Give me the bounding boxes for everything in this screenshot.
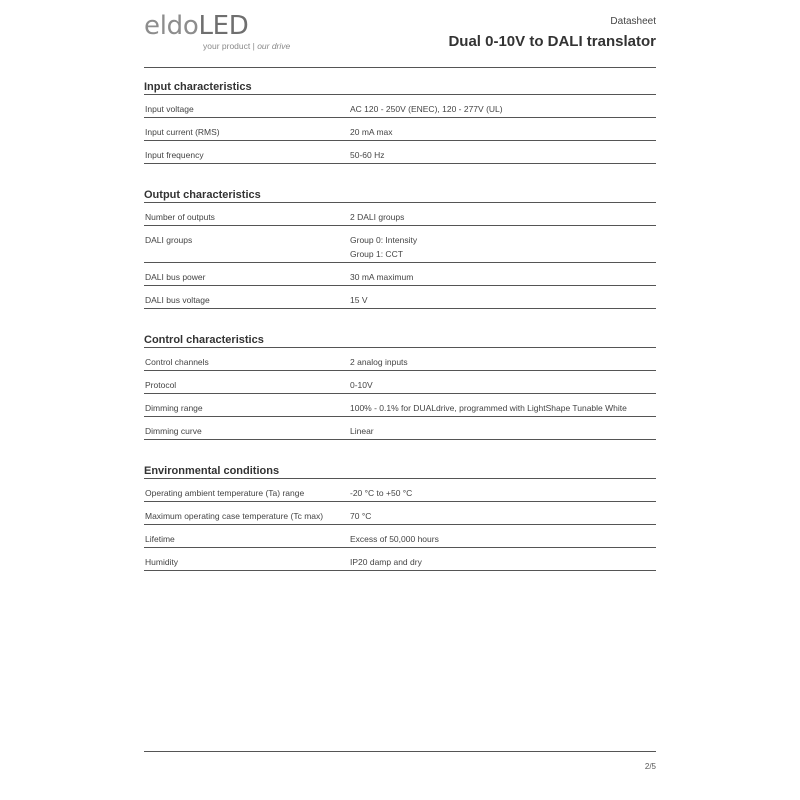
logo-part-led: LED [198,11,249,41]
section-output-characteristics [144,188,656,309]
table-row [144,95,656,118]
row-label: DALI bus power [145,272,206,282]
row-value-line: Group 1: CCT [350,249,403,259]
row-value: 70 °C [350,511,372,521]
row-value: Excess of 50,000 hours [350,534,439,544]
page-header [144,0,656,70]
table-row [144,479,656,502]
table-row [144,525,656,548]
row-value: 0-10V [350,380,373,390]
spec-table [144,347,656,440]
table-row [144,348,656,371]
spec-table [144,94,656,164]
row-value: 15 V [350,295,368,305]
section-title: Input characteristics [144,81,252,93]
row-label: Dimming range [145,403,203,413]
section-title: Control characteristics [144,334,264,346]
table-row [144,118,656,141]
row-value [350,226,656,262]
row-value: 30 mA maximum [350,272,414,282]
table-row [144,141,656,164]
row-label: Operating ambient temperature (Ta) range [145,488,305,498]
row-value: 2 analog inputs [350,357,408,367]
row-label: DALI groups [145,235,193,245]
table-row [144,203,656,226]
section-input-characteristics [144,80,656,164]
spec-sections [144,68,656,571]
section-control-characteristics [144,333,656,440]
eldoled-logo [144,11,248,41]
row-label: Dimming curve [145,426,202,436]
row-value-line: Group 0: Intensity [350,235,418,245]
row-label: Input current (RMS) [145,127,220,137]
row-label: Input voltage [145,104,194,114]
logo-tagline [203,41,290,51]
spec-table [144,202,656,309]
row-value: AC 120 - 250V (ENEC), 120 - 277V (UL) [350,104,503,114]
row-value: IP20 damp and dry [350,557,422,567]
section-title: Environmental conditions [144,465,280,477]
row-value: 2 DALI groups [350,212,405,222]
table-row [144,502,656,525]
table-row [144,548,656,571]
table-row [144,417,656,440]
row-label: Humidity [145,557,179,567]
row-value: Linear [350,426,374,436]
row-value: -20 °C to +50 °C [350,488,413,498]
section-title: Output characteristics [144,189,261,201]
footer-divider [144,751,656,752]
row-label: DALI bus voltage [145,295,210,305]
row-value: 50-60 Hz [350,150,385,160]
row-label: Number of outputs [145,212,215,222]
document-type: Datasheet [610,16,656,27]
tagline-plain: your product | [203,41,258,51]
logo-wordmark [144,11,248,41]
row-value: 100% - 0.1% for DUALdrive, programmed with LightShape Tunable White [350,403,627,413]
table-row [144,286,656,309]
table-row [144,371,656,394]
table-row [144,394,656,417]
page-number: 2/5 [644,762,656,771]
row-label: Control channels [145,357,209,367]
row-label: Lifetime [145,534,175,544]
section-environmental-conditions [144,464,656,571]
document-title: Dual 0-10V to DALI translator [448,33,656,50]
row-value: 20 mA max [350,127,393,137]
table-row [144,263,656,286]
table-row [144,226,656,263]
row-label: Input frequency [145,150,204,160]
spec-table [144,478,656,571]
logo-part-eldo: eldo [144,11,199,41]
tagline-italic: our drive [257,41,291,51]
row-label: Protocol [145,380,177,390]
row-label: Maximum operating case temperature (Tc max) [145,511,324,521]
